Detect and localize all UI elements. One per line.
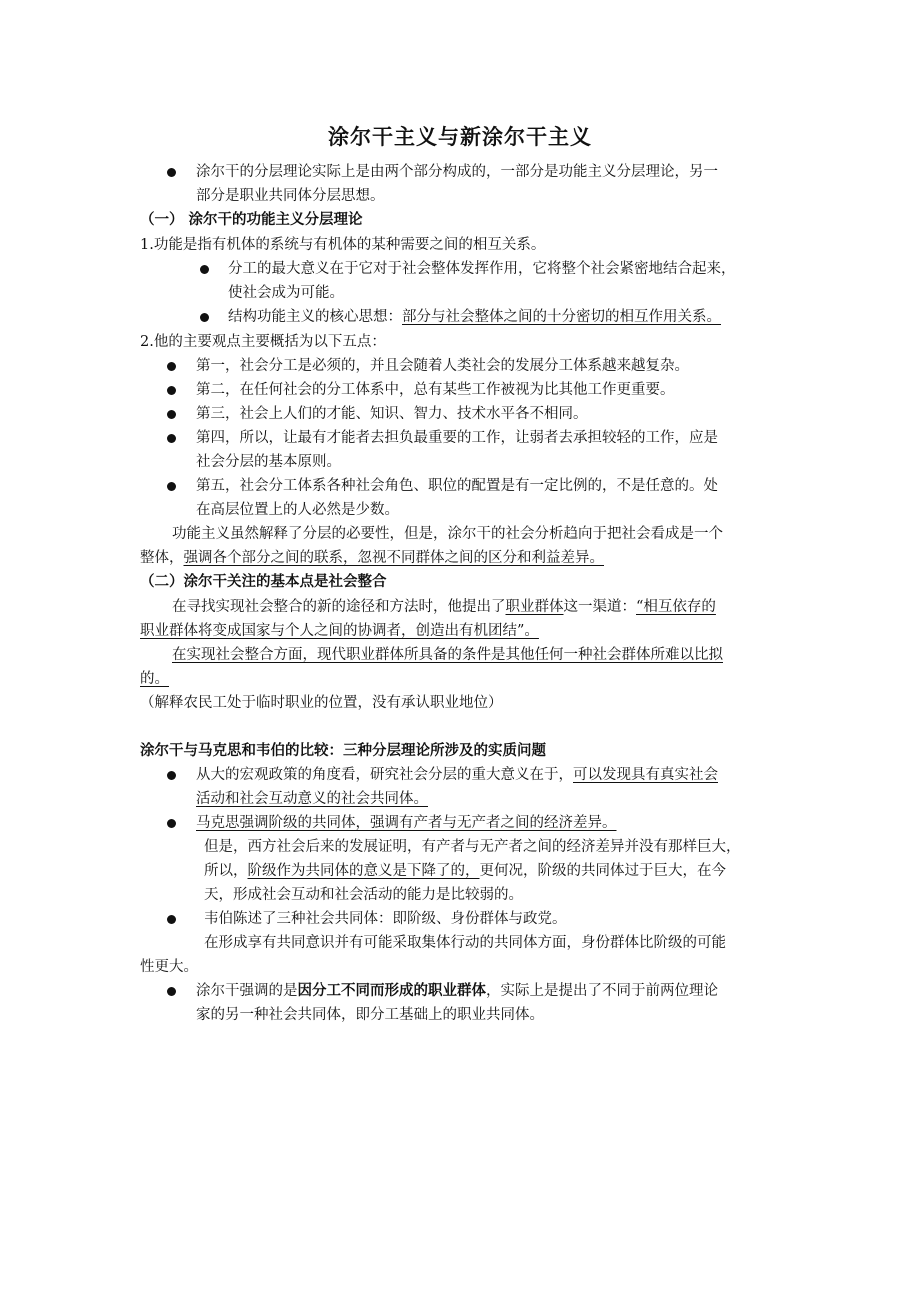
bullet-icon	[167, 482, 176, 491]
p1-text-c: 这一渠道：	[563, 599, 636, 615]
sec3-cont-line-2	[204, 859, 726, 883]
bullet-icon	[167, 915, 176, 924]
p1-quote-start: “相互依存的	[636, 599, 716, 615]
point-1: 第一，社会分工是必须的，并且会随着人类社会的发展分工体系越来越复杂。	[196, 358, 689, 374]
bullet-icon	[167, 168, 176, 177]
point-2: 第二，在任何社会的分工体系中，总有某些工作被视为比其他工作更重要。	[196, 382, 675, 398]
b1-underlined: 可以发现具有真实社会	[573, 767, 718, 783]
bullet-icon	[200, 313, 209, 322]
sec3-bullet-1-line-1	[196, 763, 718, 787]
sec3-bullet-4-line-1	[196, 979, 718, 1003]
sec1-bullet-1-line-1: 分工的最大意义在于它对于社会整体发挥作用，它将整个社会紧密地结合起来，	[228, 261, 736, 277]
sec1-paragraph-2: 2.他的主要观点主要概括为以下五点：	[140, 334, 386, 350]
sec3-bullet-4-line-2: 家的另一种社会共同体，即分工基础上的职业共同体。	[196, 1007, 544, 1023]
sec1-bullet-2	[228, 305, 721, 329]
point-5-line-2: 在高层位置上的人必然是少数。	[196, 502, 399, 518]
bullet-icon	[167, 819, 176, 828]
section-1-heading: （一） 涂尔干的功能主义分层理论	[140, 211, 363, 228]
summary-start: 整体，	[140, 550, 184, 566]
sec3-bullet-2: 马克思强调阶级的共同体，强调有产者与无产者之间的经济差异。	[196, 815, 617, 831]
point-4-line-2: 社会分层的基本原则。	[196, 454, 341, 470]
section-2-heading: （二）涂尔干关注的基本点是社会整合	[140, 573, 387, 590]
intro-line-1: 涂尔干的分层理论实际上是由两个部分构成的，一部分是功能主义分层理论，另一	[196, 164, 718, 180]
sec2-paragraph-1-line-1	[172, 595, 716, 619]
c2-underlined: 阶级作为共同体的意义是下降了的，	[247, 863, 480, 879]
sec3-cont-line-1: 但是，西方社会后来的发展证明，有产者与无产者之间的经济差异并没有那样巨大，	[204, 839, 741, 855]
b4-bold: 因分工不同而形成的职业群体	[297, 982, 486, 999]
sec1-summary-line-2	[140, 546, 604, 570]
bullet-icon	[167, 410, 176, 419]
c2-text-a: 所以，	[204, 863, 248, 879]
b1-text: 从大的宏观政策的角度看，研究社会分层的重大意义在于，	[196, 767, 573, 783]
page-title: 涂尔干主义与新涂尔干主义	[328, 125, 592, 149]
p1-text-a: 在寻找实现社会整合的新的途径和方法时，他提出了	[172, 599, 506, 615]
weber-line-2: 性更大。	[140, 959, 198, 975]
bullet-icon	[200, 265, 209, 274]
sec3-bullet-3: 韦伯陈述了三种社会共同体：即阶级、身份群体与政党。	[204, 911, 567, 927]
bullet-icon	[167, 987, 176, 996]
occupational-group-term: 职业群体	[505, 599, 564, 615]
b4-text-a: 涂尔干强调的是	[196, 983, 298, 999]
sec2-paragraph-1-line-2: 职业群体将变成国家与个人之间的协调者，创造出有机团结”。	[140, 623, 539, 639]
sec2-paragraph-2-line-1: 在实现社会整合方面，现代职业群体所具备的条件是其他任何一种社会群体所难以比拟	[172, 647, 723, 663]
section-3-heading: 涂尔干与马克思和韦伯的比较：三种分层理论所涉及的实质问题	[140, 742, 546, 759]
weber-line-1: 在形成享有共同意识并有可能采取集体行动的共同体方面，身份群体比阶级的可能	[204, 935, 726, 951]
b4-text-c: ，实际上是提出了不同于前两位理论	[486, 983, 718, 999]
intro-line-2: 部分是职业共同体分层思想。	[196, 188, 385, 204]
sec3-cont-line-3: 天，形成社会互动和社会活动的能力是比较弱的。	[204, 887, 523, 903]
summary-underlined: 强调各个部分之间的联系，忽视不同群体之间的区分和利益差异。	[183, 550, 604, 566]
bullet-icon	[167, 386, 176, 395]
bullet-icon	[167, 434, 176, 443]
c2-text-c: 更何况，阶级的共同体过于巨大，在今	[479, 863, 726, 879]
core-idea-text: 部分与社会整体之间的十分密切的相互作用关系。	[402, 309, 721, 325]
sec1-paragraph-1: 1.功能是指有机体的系统与有机体的某种需要之间的相互关系。	[140, 237, 546, 253]
point-3: 第三，社会上人们的才能、知识、智力、技术水平各不相同。	[196, 406, 588, 422]
point-5-line-1: 第五，社会分工体系各种社会角色、职位的配置是有一定比例的，不是任意的。处	[196, 478, 718, 494]
point-4-line-1: 第四，所以，让最有才能者去担负最重要的工作，让弱者去承担较轻的工作，应是	[196, 430, 718, 446]
sec1-bullet-1-line-2: 使社会成为可能。	[228, 285, 344, 301]
sec2-note: （解释农民工处于临时职业的位置，没有承认职业地位）	[140, 695, 503, 711]
sec3-bullet-1-line-2: 活动和社会互动意义的社会共同体。	[196, 791, 428, 807]
bullet-icon	[167, 362, 176, 371]
sec2-paragraph-2-line-2: 的。	[140, 671, 169, 687]
sec1-summary-line-1: 功能主义虽然解释了分层的必要性，但是，涂尔干的社会分析趋向于把社会看成是一个	[172, 526, 723, 542]
bullet-icon	[167, 771, 176, 780]
core-idea-label: 结构功能主义的核心思想：	[228, 309, 402, 325]
